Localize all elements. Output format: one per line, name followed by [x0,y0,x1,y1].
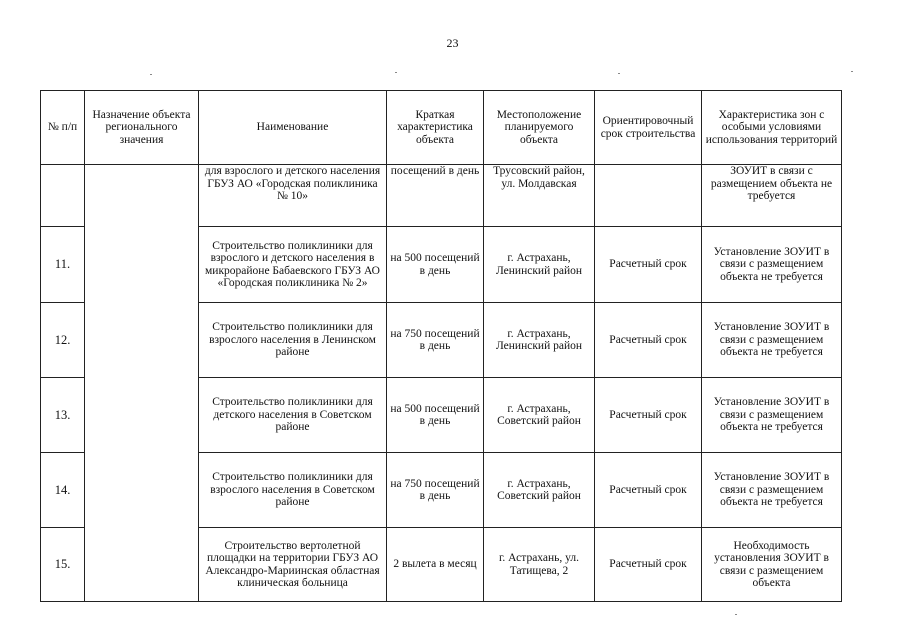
row-term [595,165,702,227]
page-number: 23 [446,36,459,50]
row-term: Расчетный срок [595,378,702,453]
row-characteristics: 2 вылета в месяц [387,528,484,602]
header-purpose: Назначение объекта регионального значения [85,91,199,165]
row-characteristics: посещений в день [387,165,484,227]
row-zones: Установление ЗОУИТ в связи с размещением объекта не требуется [702,303,842,378]
row-term: Расчетный срок [595,227,702,303]
row-location: г. Астрахань, Ленинский район [484,227,595,303]
row-characteristics: на 500 посещений в день [387,378,484,453]
planned-objects-table [40,90,842,602]
purpose-cell [85,165,199,602]
row-zones: Необходимость установления ЗОУИТ в связи с размещением объекта [702,528,842,602]
scan-speck [150,74,152,75]
header-characteristics: Краткая характеристика объекта [387,91,484,165]
row-name: Строительство поликлиники для взрослого населения в Ленинском районе [199,303,387,378]
row-num [41,165,85,227]
row-num: 13. [41,378,85,453]
scan-speck [618,73,620,74]
row-name: Строительство вертолетной площадки на территории ГБУЗ АО Александро-Мариинская областная клиническая больница [199,528,387,602]
scan-speck [395,72,397,73]
table-row [41,165,842,227]
row-zones: Установление ЗОУИТ в связи с размещением объекта не требуется [702,378,842,453]
row-term: Расчетный срок [595,303,702,378]
row-location: г. Астрахань, Советский район [484,378,595,453]
row-name: Строительство поликлиники для взрослого и детского населения в микрорайоне Бабаевского ГБУЗ АО «Городская поликлиника № 2» [199,227,387,303]
header-name: Наименование [199,91,387,165]
row-location: г. Астрахань, Советский район [484,453,595,528]
header-num: № п/п [41,91,85,165]
header-location: Местоположение планируемого объекта [484,91,595,165]
row-term: Расчетный срок [595,453,702,528]
row-location: г. Астрахань, ул. Татищева, 2 [484,528,595,602]
row-num: 12. [41,303,85,378]
scan-speck [851,71,853,72]
row-zones: Установление ЗОУИТ в связи с размещением объекта не требуется [702,453,842,528]
row-characteristics: на 500 посещений в день [387,227,484,303]
row-name: для взрослого и детского населения ГБУЗ АО «Городская поликлиника № 10» [199,165,387,227]
header-zones: Характеристика зон с особыми условиями использования территорий [702,91,842,165]
row-num: 14. [41,453,85,528]
row-zones: Установление ЗОУИТ в связи с размещением объекта не требуется [702,227,842,303]
header-term: Ориентировочный срок строительства [595,91,702,165]
row-characteristics: на 750 посещений в день [387,303,484,378]
row-name: Строительство поликлиники для детского населения в Советском районе [199,378,387,453]
row-characteristics: на 750 посещений в день [387,453,484,528]
row-term: Расчетный срок [595,528,702,602]
row-location: Трусовский район, ул. Молдавская [484,165,595,227]
row-num: 15. [41,528,85,602]
row-location: г. Астрахань, Ленинский район [484,303,595,378]
scan-speck [735,614,737,615]
row-zones: ЗОУИТ в связи с размещением объекта не требуется [702,165,842,227]
row-name: Строительство поликлиники для взрослого населения в Советском районе [199,453,387,528]
row-num: 11. [41,227,85,303]
table-header-row [41,91,842,165]
